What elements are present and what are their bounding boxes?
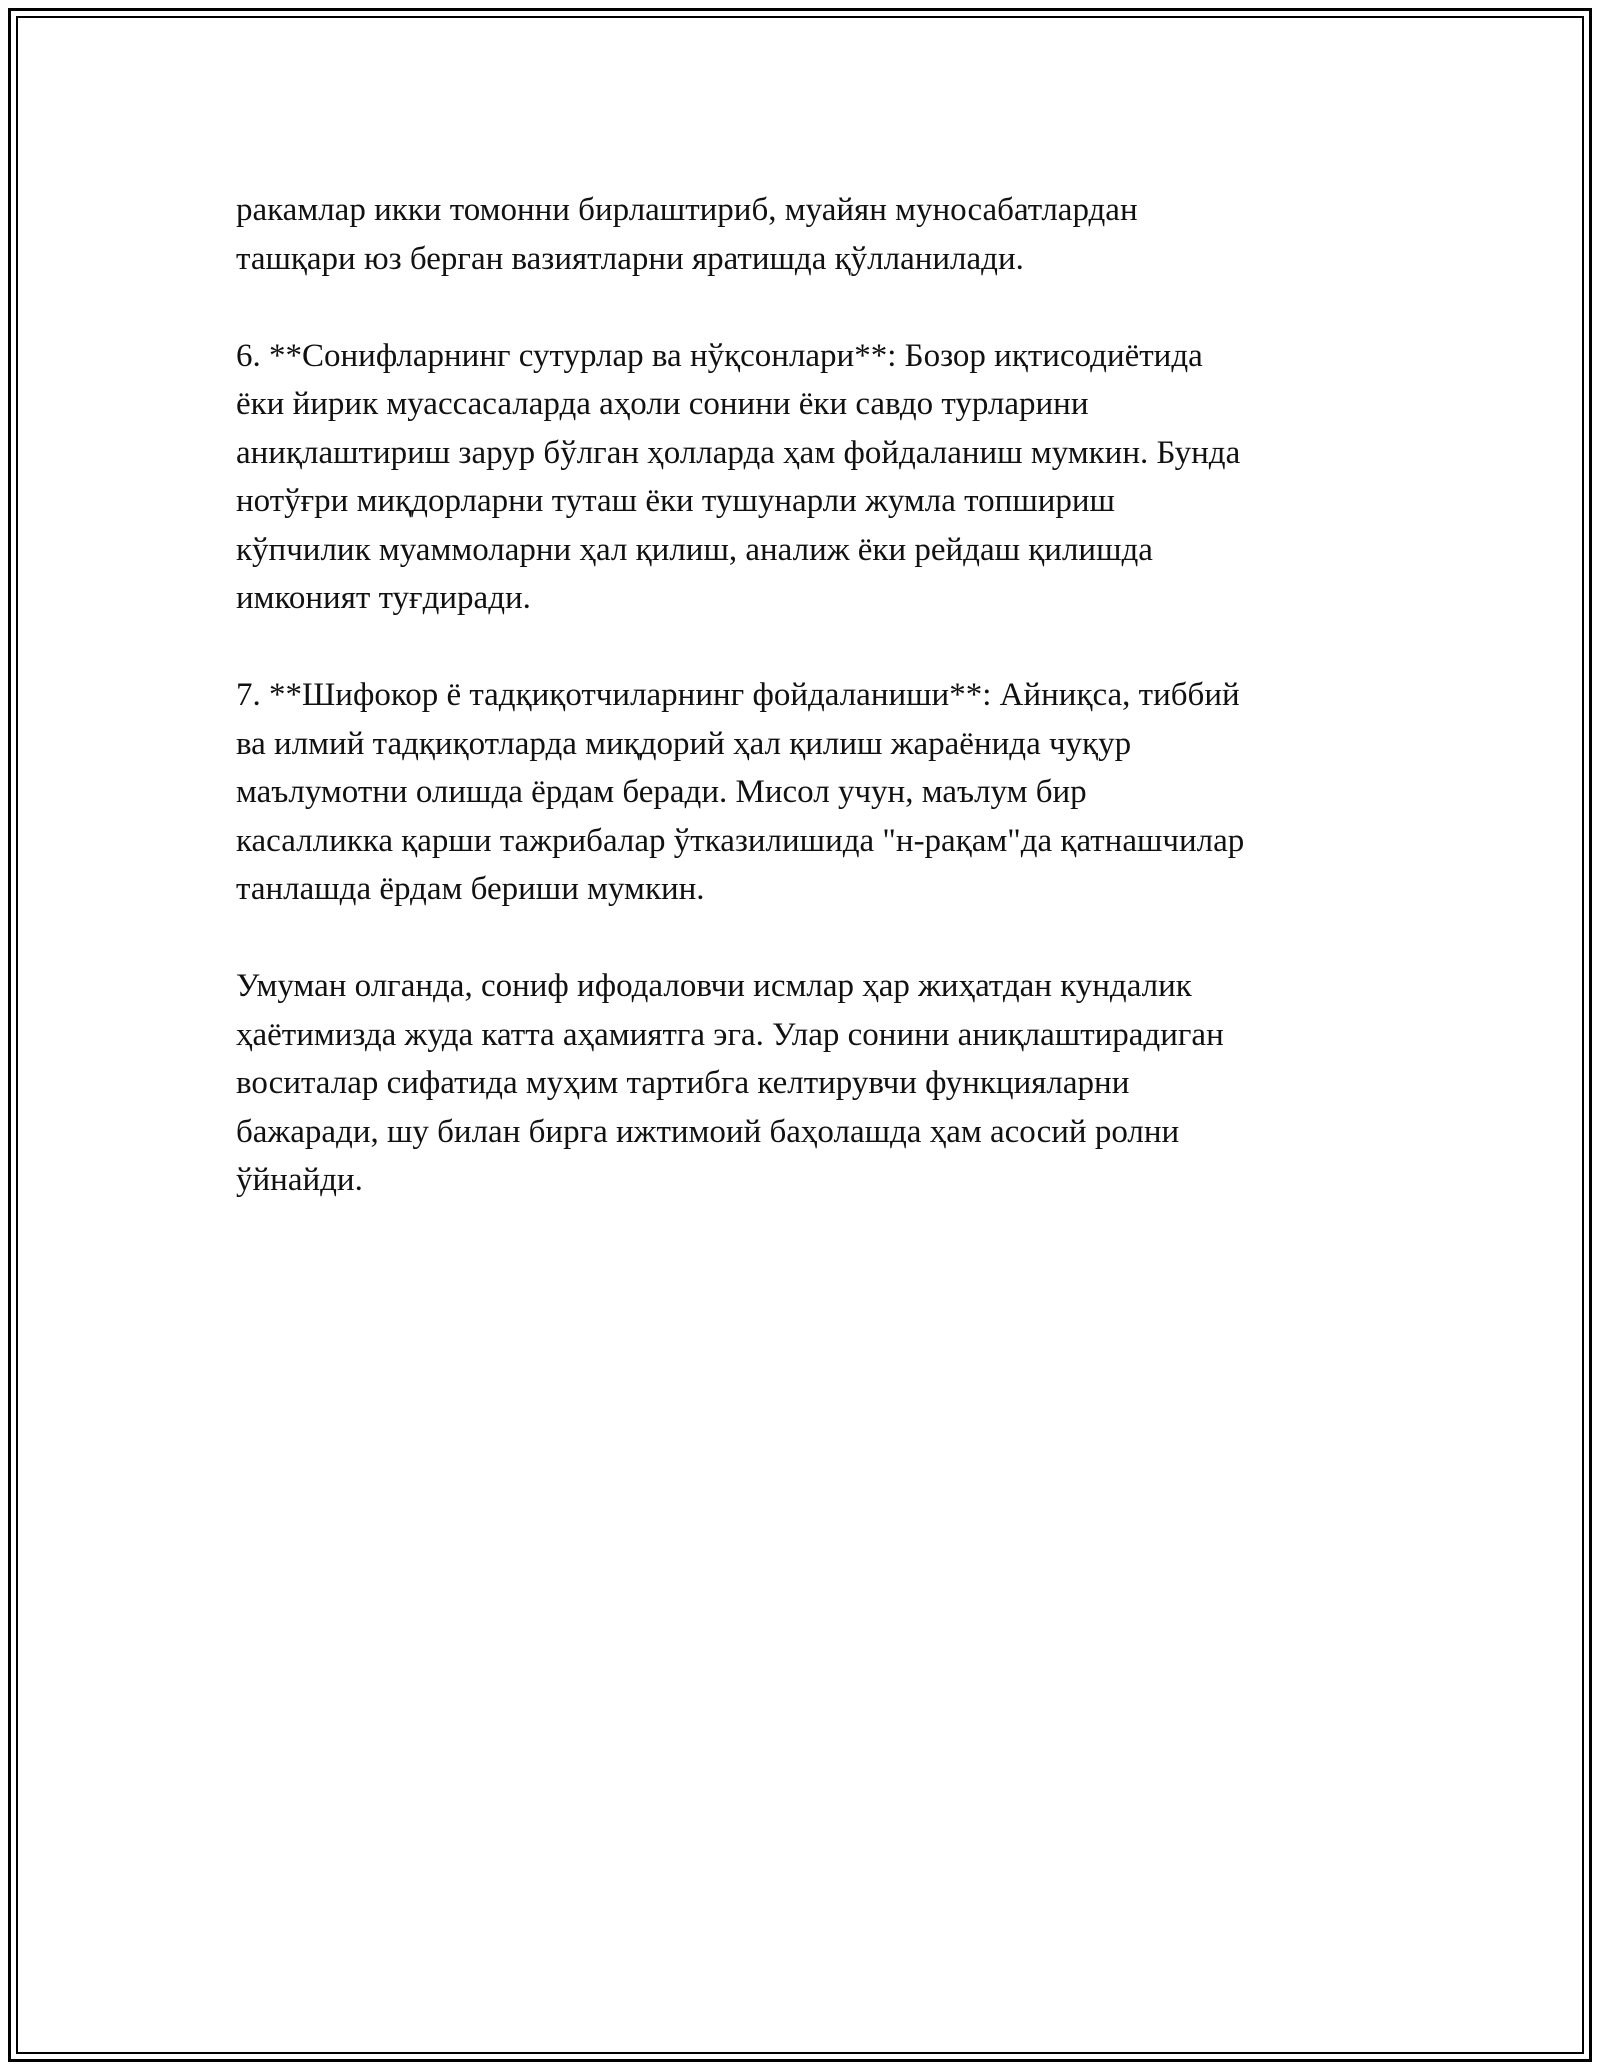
text-line: ва илмий тадқиқотларда миқдорий ҳал қилиш жараёнида чуқур <box>236 725 1132 762</box>
text-line: танлашда ёрдам бериши мумкин. <box>236 871 705 907</box>
paragraph-continuation <box>236 186 1376 283</box>
paragraph-conclusion <box>236 962 1376 1205</box>
text-line: ташқари юз берган вазиятларни яратишда қўлланилади. <box>236 240 1024 277</box>
paragraph-item-7 <box>236 671 1376 914</box>
text-line: ҳаётимизда жуда катта аҳамиятга эга. Улар сонини аниқлаштирадиган <box>236 1016 1224 1053</box>
text-line: 6. **Сонифларнинг сутурлар ва нўқсонлари**: Бозор иқтисодиётида <box>236 337 1203 374</box>
text-line: аниқлаштириш зарур бўлган ҳолларда ҳам фойдаланиш мумкин. Бунда <box>236 434 1241 471</box>
text-line: 7. **Шифокор ё тадқиқотчиларнинг фойдаланиши**: Айниқса, тиббий <box>236 677 1240 713</box>
text-line: кўпчилик муаммоларни ҳал қилиш, аналиж ёки рейдаш қилишда <box>236 531 1153 568</box>
text-line: ракамлар икки томонни бирлаштириб, муайян муносабатлардан <box>236 192 1138 228</box>
text-line: ўйнайди. <box>236 1162 363 1198</box>
document-body <box>236 186 1376 1253</box>
text-line: воситалар сифатида муҳим тартибга келтирувчи функцияларни <box>236 1065 1130 1101</box>
text-line: нотўғри миқдорларни туташ ёки тушунарли жумла топшириш <box>236 483 1115 519</box>
paragraph-item-6 <box>236 332 1376 623</box>
text-line: ёки йирик муассасаларда аҳоли сонини ёки савдо турларини <box>236 386 1089 422</box>
text-line: Умуман олганда, сониф ифодаловчи исмлар ҳар жиҳатдан кундалик <box>236 968 1192 1004</box>
text-line: имконият туғдиради. <box>236 580 531 616</box>
text-line: бажаради, шу билан бирга ижтимоий баҳолашда ҳам асосий ролни <box>236 1113 1180 1150</box>
text-line: маълумотни олишда ёрдам беради. Мисол учун, маълум бир <box>236 774 1087 810</box>
text-line: касалликка қарши тажрибалар ўтказилишида "н-рақам"да қатнашчилар <box>236 822 1245 859</box>
